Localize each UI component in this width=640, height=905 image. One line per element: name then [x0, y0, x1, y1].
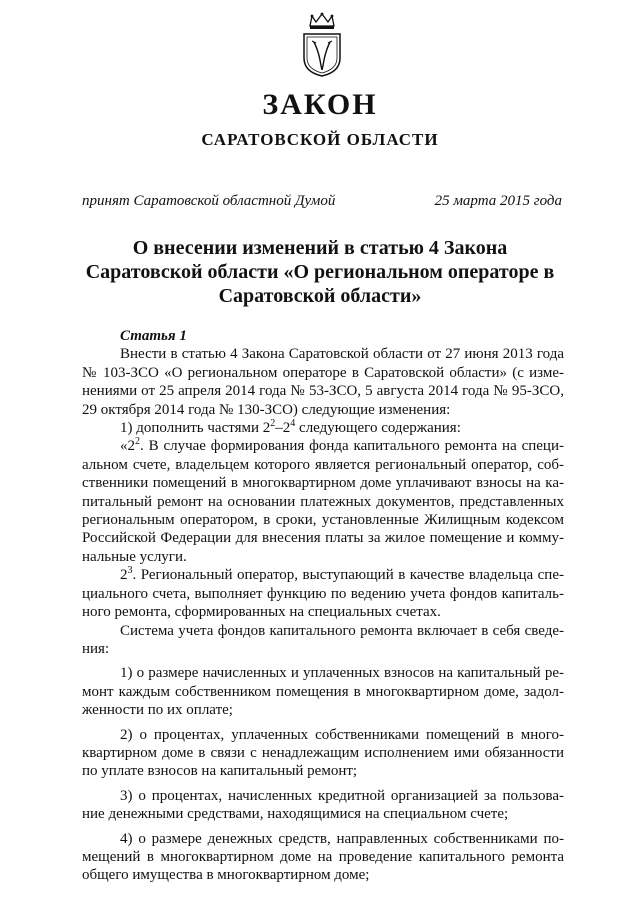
document-title — [80, 236, 560, 308]
part-2-3: $2^3$. Региональный оператор, выступающий в качестве владельца спе- циального счета, выполняет функцию по ведению учета фондов капиталь- ного ремонта, сформированных на специальных счетах. — [82, 565, 564, 621]
region-title: САРАТОВСКОЙ ОБЛАСТИ — [201, 130, 439, 149]
list-item: 1) о размере начисленных и уплаченных взносов на капитальный ре- монт каждым собственником помещения в многоквартирном доме, задол- женности по их оплате; — [82, 665, 564, 719]
list-item: 4) о размере денежных средств, направленных собственниками по- мещений в многоквартирном доме на проведение капитального ремонта общего имущества в многоквартирном доме; — [82, 830, 564, 884]
article-body — [82, 327, 564, 885]
article-heading: Статья 1 — [120, 328, 187, 344]
list-item: 2) о процентах, уплаченных собственниками помещений в много- квартирном доме в связи с ненадлежащим исполнением ими обязанности по уплате взносов на капитальный ремонт; — [82, 726, 564, 780]
law-title: ЗАКОН — [262, 88, 378, 121]
adoption-date: 25 марта 2015 года — [434, 193, 562, 209]
document-title-line: Саратовской области «О региональном операторе в — [85, 261, 555, 283]
adopted-by: принят Саратовской областной Думой — [82, 193, 336, 209]
accounting-system-paragraph: Система учета фондов капитального ремонта включает в себя сведе- ния: — [82, 622, 564, 657]
list-item: 3) о процентах, начисленных кредитной организацией за пользова- ние денежными средствами, находящимися на специальном счете; — [82, 787, 564, 823]
article-intro: Внести в статью 4 Закона Саратовской области от 27 июня 2013 года № 103-ЗСО «О региональном операторе в Саратовской области» (с изме- нениями от 25 апреля 2014 года № 53-ЗСО, 5 августа 2014 года № 95-ЗСО, 29 октября 2014 года № 130-ЗСО) следующие изменения: — [82, 346, 564, 418]
saratov-coat-of-arms-icon — [300, 12, 344, 78]
point-1: 1) дополнить частями $2^2-2^4$ следующего содержания: — [120, 418, 461, 437]
part-2-2: «$2^2$. В случае формирования фонда капитального ремонта на специ- альном счете, владельцем которого является региональный оператор, соб- ственники помещений в многоквартирном доме уплачивают взносы на ка- питальный ремонт на основании платежных документов, представленных региональным оператором, в сроки, установленные Жилищным кодексом Российской Федерации для внесения платы за жилое помещение и комму- нальные услуги. — [82, 436, 564, 565]
document-title-line: Саратовской области» — [218, 285, 422, 307]
document-title-line: О внесении изменений в статью 4 Закона — [132, 237, 508, 259]
